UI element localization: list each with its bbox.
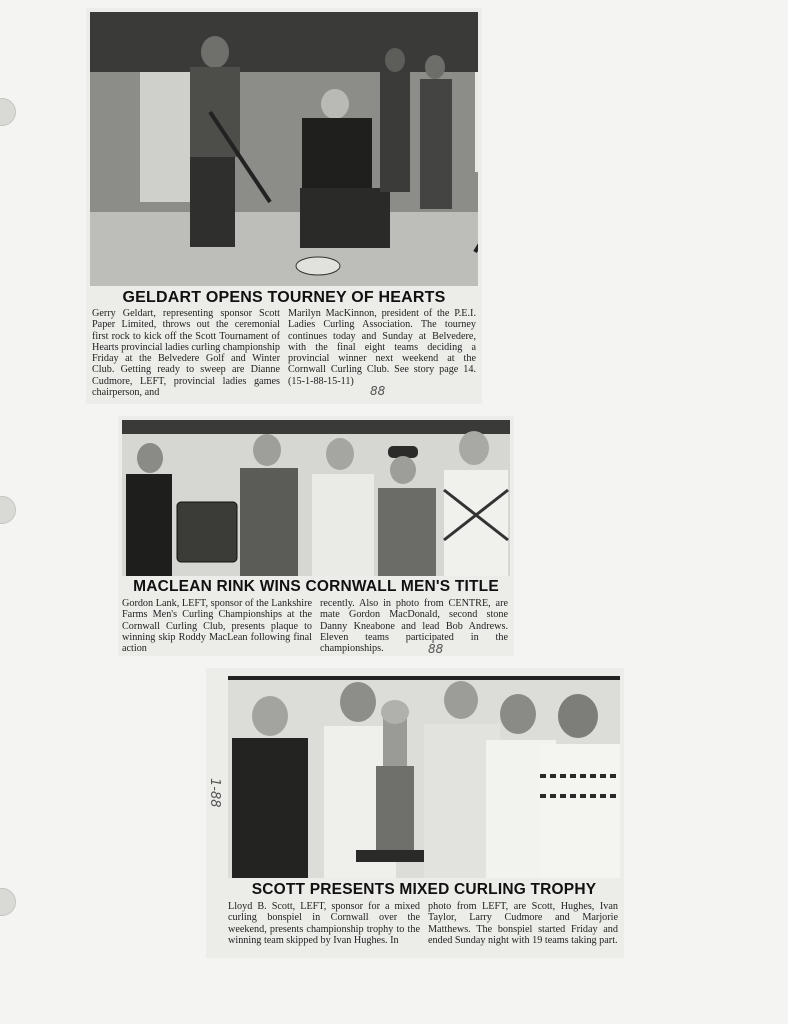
caption-column-left: Lloyd B. Scott, LEFT, sponsor for a mixed curling bonspiel in Cornwall over the weekend, presents championship trophy to the winning team skipped by Ivan Hughes. In	[228, 901, 420, 946]
handwritten-year-note: 88	[428, 642, 444, 656]
headline: MACLEAN RINK WINS CORNWALL MEN'S TITLE	[133, 578, 499, 595]
photo-maclean	[122, 420, 510, 576]
handwritten-year-note: 88	[370, 384, 386, 398]
binder-hole	[0, 98, 16, 126]
caption-column-left: Gerry Geldart, representing sponsor Scott Paper Limited, throws out the ceremonial first rock to kick off the Scott Tournament of Hearts provincial ladies curling championship Friday at the Belvedere Golf and Winter Club. Getting ready to sweep are Dianne Cudmore, LEFT, provincial ladies games chairperson, and	[92, 308, 280, 399]
caption-column-right: Marilyn MacKinnon, president of the P.E.I. Ladies Curling Association. The tourney continues today and Sunday at Belvedere, with the final eight teams deciding a provincial winner next weekend at the Cornwall Curling Club. See story page 14. (15-1-88-15-11)	[288, 308, 476, 387]
photo-geldart	[90, 12, 478, 286]
headline: SCOTT PRESENTS MIXED CURLING TROPHY	[251, 881, 597, 898]
handwritten-year-note: 1-88	[207, 778, 222, 808]
caption-column-right: recently. Also in photo from CENTRE, are mate Gordon MacDonald, second stone Danny Kneabone and lead Bob Andrews. Eleven teams participated in the championships.	[320, 598, 508, 655]
photo-scott	[228, 676, 620, 878]
caption-column-left: Gordon Lank, LEFT, sponsor of the Lankshire Farms Men's Curling Championships at the Cornwall Curling Club, presents plaque to winning skip Roddy MacLean following final action	[122, 598, 312, 655]
binder-hole	[0, 888, 16, 916]
caption-column-right: photo from LEFT, are Scott, Hughes, Ivan Taylor, Larry Cudmore and Marjorie Matthews. The bonspiel started Friday and ended Sunday night with 19 teams taking part.	[428, 901, 618, 946]
binder-hole	[0, 496, 16, 524]
headline: GELDART OPENS TOURNEY OF HEARTS	[122, 289, 446, 306]
